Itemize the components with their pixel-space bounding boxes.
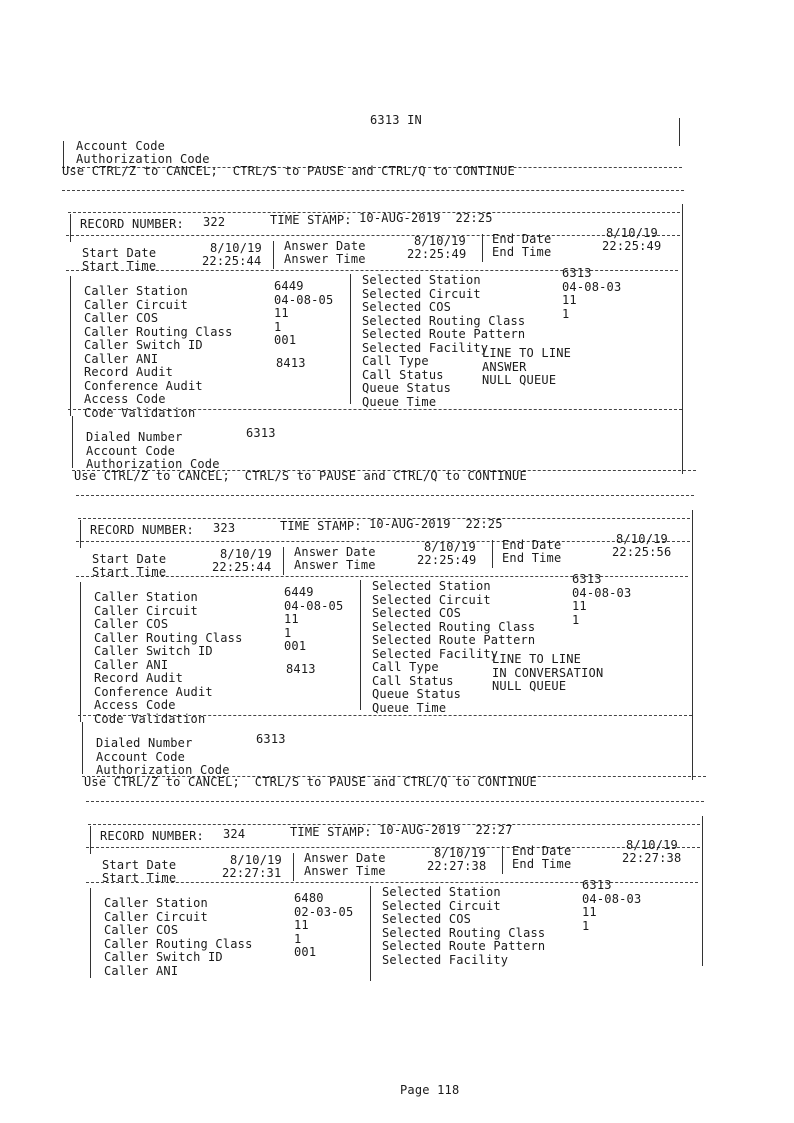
answer-date-value: 8/10/19 [414,234,466,248]
selected-routing-class-label: Selected Routing Class [382,925,546,940]
caller-switch-id-label: Caller Switch ID [84,338,203,352]
continue-instruction: Use CTRL/Z to CANCEL; CTRL/S to PAUSE and CTRL/Q to CONTINUE [74,469,527,483]
end-date-label: End Date [512,844,572,858]
answer-time-value: 22:25:49 [407,247,467,261]
queue-status-label: Queue Status [362,381,452,395]
answer-time-value: 22:25:49 [417,553,477,567]
caller-station-value: 6480 [294,891,324,905]
conference-audit-label: Conference Audit [94,684,213,699]
end-time-value: 22:25:49 [602,239,662,253]
column-separator [283,547,284,575]
left-border [90,826,91,854]
selected-cos-label: Selected COS [372,606,462,620]
record-number-value: 324 [223,827,246,841]
caller-circuit-label: Caller Circuit [84,297,188,312]
divider [62,190,684,191]
end-time-label: End Time [512,857,572,871]
caller-cos-label: Caller COS [84,311,159,325]
divider [68,409,682,410]
caller-station-value: 6449 [274,279,304,293]
authorization-code-label: Authorization Code [86,457,220,471]
call-type-label: Call Type [362,354,429,368]
call-type-value: LINE TO LINE [482,346,572,360]
selected-station-value: 6313 [562,266,592,280]
answer-date-value: 8/10/19 [434,846,486,860]
left-border [70,214,71,242]
caller-routing-class-label: Caller Routing Class [84,324,233,339]
selected-circuit-value: 04-08-03 [572,585,632,600]
caller-ani-label: Caller ANI [104,963,179,978]
record-number-label: RECORD NUMBER: [80,217,184,231]
caller-switch-id-value: 001 [294,945,317,959]
end-date-label: End Date [492,232,552,246]
start-date-value: 8/10/19 [230,853,282,867]
selected-station-value: 6313 [572,572,602,586]
caller-ani-label: Caller ANI [94,657,169,672]
queue-status-value: NULL QUEUE [492,679,567,693]
caller-circuit-value: 04-08-05 [284,598,344,613]
start-date-label: Start Date [102,858,177,872]
caller-circuit-label: Caller Circuit [104,909,208,924]
time-stamp-value: 10-AUG-2019 22:25 [369,517,503,531]
selected-circuit-label: Selected Circuit [382,898,501,913]
start-time-label: Start Time [92,565,167,579]
caller-circuit-label: Caller Circuit [94,603,198,618]
continue-instruction: Use CTRL/Z to CANCEL; CTRL/S to PAUSE and CTRL/Q to CONTINUE [62,164,515,178]
queue-time-label: Queue Time [372,700,447,715]
start-time-value: 22:27:31 [222,866,282,880]
column-separator [293,853,294,881]
dialed-number-value: 6313 [246,426,276,440]
right-border [692,510,693,780]
selected-station-label: Selected Station [362,273,481,287]
selected-facility-label: Selected Facility [382,952,509,967]
selected-circuit-label: Selected Circuit [372,592,491,607]
end-time-value: 22:27:38 [622,851,682,865]
column-separator [502,846,503,874]
divider [76,541,690,542]
time-stamp-label: TIME STAMP: [280,519,362,533]
selected-cos-label: Selected COS [382,912,472,926]
left-border [80,582,81,722]
record-number-value: 322 [203,215,226,229]
start-time-label: Start Time [102,871,177,885]
answer-date-label: Answer Date [304,851,386,865]
column-separator [482,234,483,262]
caller-switch-id-label: Caller Switch ID [104,950,223,964]
call-status-label: Call Status [372,673,454,688]
caller-routing-class-label: Caller Routing Class [104,936,253,951]
record-number-label: RECORD NUMBER: [90,523,194,537]
answer-time-label: Answer Time [304,864,386,878]
answer-date-value: 8/10/19 [424,540,476,554]
caller-routing-class-value: 1 [284,625,292,640]
code-validation-label: Code Validation [94,711,206,726]
start-date-label: Start Date [82,246,157,260]
selected-cos-label: Selected COS [362,300,452,314]
selected-facility-label: Selected Facility [372,646,499,661]
end-time-value: 22:25:56 [612,545,672,559]
conference-audit-label: Conference Audit [84,378,203,393]
selected-route-pattern-label: Selected Route Pattern [372,633,536,647]
column-separator [370,886,371,981]
authorization-code-label: Authorization Code [96,763,230,777]
selected-circuit-value: 04-08-03 [582,891,642,906]
selected-station-value: 6313 [582,878,612,892]
end-date-value: 8/10/19 [626,838,678,852]
divider [66,235,680,236]
divider [86,847,700,848]
end-time-label: End Time [502,551,562,565]
selected-cos-value: 11 [562,293,577,307]
selected-circuit-value: 04-08-03 [562,279,622,294]
end-time-label: End Time [492,245,552,259]
account-code-label: Account Code [96,750,186,764]
call-status-value: IN CONVERSATION [492,665,604,680]
caller-circuit-value: 02-03-05 [294,904,354,919]
start-time-label: Start Time [82,259,157,273]
selected-routing-class-value: 1 [582,918,590,933]
answer-time-value: 22:27:38 [427,859,487,873]
left-border [70,276,71,416]
caller-station-label: Caller Station [84,284,188,298]
caller-routing-class-value: 1 [294,931,302,946]
queue-status-label: Queue Status [372,687,462,701]
caller-switch-id-value: 001 [274,333,297,347]
selected-routing-class-label: Selected Routing Class [372,619,536,634]
time-stamp-label: TIME STAMP: [290,825,372,839]
column-separator [350,274,351,404]
left-border [90,888,91,978]
record-audit-value: 8413 [286,662,316,676]
caller-ani-label: Caller ANI [84,351,159,366]
account-code-label: Account Code [86,444,176,458]
selected-circuit-label: Selected Circuit [362,286,481,301]
selected-route-pattern-label: Selected Route Pattern [362,327,526,341]
call-type-label: Call Type [372,660,439,674]
left-border [72,416,73,468]
answer-time-label: Answer Time [284,252,366,266]
column-separator [492,540,493,568]
page-number: Page 118 [400,1083,460,1097]
continue-instruction: Use CTRL/Z to CANCEL; CTRL/S to PAUSE and CTRL/Q to CONTINUE [84,775,537,789]
page-header-title: 6313 IN [370,113,422,127]
call-status-value: ANSWER [482,359,527,374]
time-stamp-value: 10-AUG-2019 22:27 [379,823,513,837]
answer-date-label: Answer Date [294,545,376,559]
record-audit-value: 8413 [276,356,306,370]
dialed-number-label: Dialed Number [96,736,193,750]
column-separator [273,241,274,269]
caller-switch-id-value: 001 [284,639,307,653]
queue-time-label: Queue Time [362,394,437,409]
account-code-label: Account Code [76,139,166,153]
start-date-value: 8/10/19 [210,241,262,255]
dialed-number-value: 6313 [256,732,286,746]
selected-route-pattern-label: Selected Route Pattern [382,939,546,953]
right-border [679,118,680,146]
end-date-value: 8/10/19 [616,532,668,546]
start-time-value: 22:25:44 [202,254,262,268]
divider [76,495,694,496]
selected-routing-class-label: Selected Routing Class [362,313,526,328]
caller-cos-value: 11 [284,612,299,626]
caller-circuit-value: 04-08-05 [274,292,334,307]
record-audit-label: Record Audit [94,671,184,685]
code-validation-label: Code Validation [84,405,196,420]
caller-station-label: Caller Station [104,896,208,910]
time-stamp-label: TIME STAMP: [270,213,352,227]
caller-cos-label: Caller COS [94,617,169,631]
dialed-number-label: Dialed Number [86,430,183,444]
left-border [80,520,81,548]
right-border [702,816,703,966]
access-code-label: Access Code [94,698,176,712]
selected-cos-value: 11 [582,905,597,919]
caller-station-value: 6449 [284,585,314,599]
left-border [82,722,83,774]
end-date-label: End Date [502,538,562,552]
time-stamp-value: 10-AUG-2019 22:25 [359,211,493,225]
end-date-value: 8/10/19 [606,226,658,240]
call-type-value: LINE TO LINE [492,652,582,666]
selected-routing-class-value: 1 [562,306,570,321]
call-status-label: Call Status [362,367,444,382]
selected-station-label: Selected Station [372,579,491,593]
caller-cos-value: 11 [274,306,289,320]
caller-routing-class-value: 1 [274,319,282,334]
selected-routing-class-value: 1 [572,612,580,627]
caller-cos-label: Caller COS [104,923,179,937]
record-number-value: 323 [213,521,236,535]
divider [86,801,704,802]
column-separator [360,580,361,710]
start-date-label: Start Date [92,552,167,566]
answer-date-label: Answer Date [284,239,366,253]
authorization-code-label: Authorization Code [76,152,210,166]
selected-facility-label: Selected Facility [362,340,489,355]
caller-station-label: Caller Station [94,590,198,604]
selected-cos-value: 11 [572,599,587,613]
caller-routing-class-label: Caller Routing Class [94,630,243,645]
right-border [682,204,683,474]
caller-cos-value: 11 [294,918,309,932]
record-number-label: RECORD NUMBER: [100,829,204,843]
selected-station-label: Selected Station [382,885,501,899]
answer-time-label: Answer Time [294,558,376,572]
divider [78,715,692,716]
caller-switch-id-label: Caller Switch ID [94,644,213,658]
access-code-label: Access Code [84,392,166,406]
queue-status-value: NULL QUEUE [482,373,557,387]
start-time-value: 22:25:44 [212,560,272,574]
record-audit-label: Record Audit [84,365,174,379]
start-date-value: 8/10/19 [220,547,272,561]
